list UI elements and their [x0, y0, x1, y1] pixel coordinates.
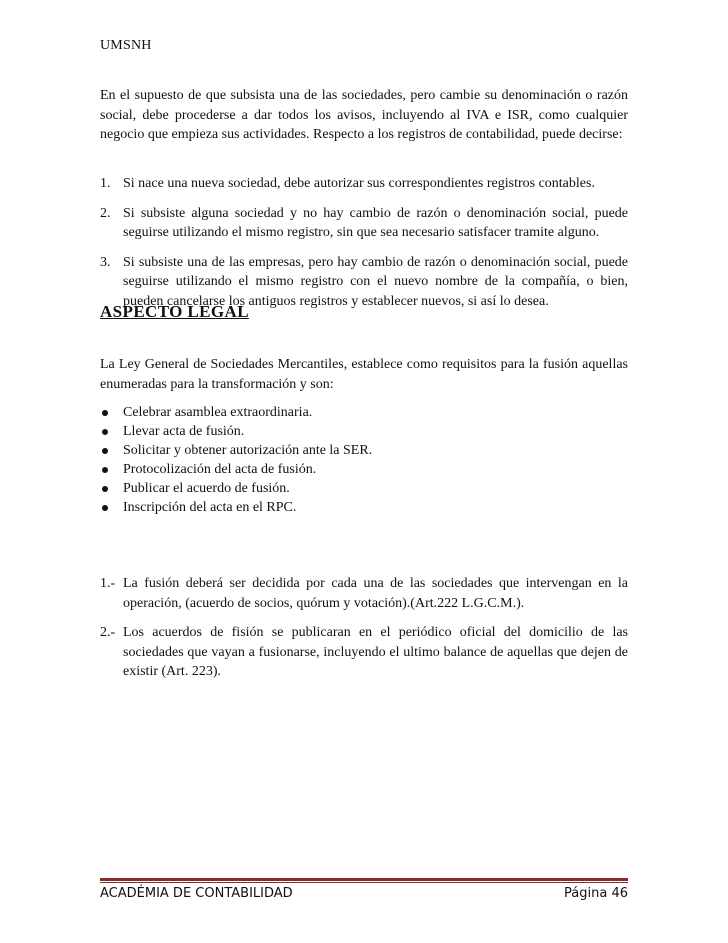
list-item [100, 623, 628, 682]
footer-divider-thin [100, 882, 628, 883]
list-item [100, 441, 628, 460]
section-heading: ASPECTO LEGAL [100, 302, 249, 321]
list-item [100, 460, 628, 479]
bullet-icon [102, 429, 108, 435]
list-item-text: Si subsiste alguna sociedad y no hay cambio de razón o denominación social, puede seguirse utilizando el mismo registro, sin que sea necesario satisfacer tramite alguno. [123, 205, 628, 240]
list-item [100, 422, 628, 441]
list-item-text: Si nace una nueva sociedad, debe autorizar sus correspondientes registros contables. [123, 176, 595, 191]
list-item-text: Celebrar asamblea extraordinaria. [123, 405, 313, 420]
list-item-text: Protocolización del acta de fusión. [123, 462, 317, 477]
list-marker: 3. [100, 254, 111, 270]
bullet-icon [102, 410, 108, 416]
page-number: Página 46 [564, 886, 628, 901]
footer-divider [100, 878, 628, 881]
legal-intro-paragraph: La Ley General de Sociedades Mercantiles, establece como requisitos para la fusión aquellas enumeradas para la transformación y son: [100, 357, 628, 392]
requirements-list [100, 403, 628, 517]
bullet-icon [102, 467, 108, 473]
list-item [100, 498, 628, 517]
page-footer [100, 886, 628, 901]
list-item-text: La fusión deberá ser decidida por cada una de las sociedades que intervengan en la operación, (acuerdo de socios, quórum y votación).(Art.222 L.G.C.M.). [123, 576, 628, 611]
list-item [100, 479, 628, 498]
document-page [100, 0, 628, 943]
bullet-icon [102, 505, 108, 511]
page-header: UMSNH [100, 38, 152, 53]
list-marker: 2. [100, 205, 111, 221]
list-item [100, 204, 628, 243]
list-item-text: Si subsiste una de las empresas, pero hay cambio de razón o denominación social, puede seguirse utilizando el mismo registro con el nuevo nombre de la compañía, o bien, pueden cancelarse los antiguos registros y establecer nuevos, si así lo desea. [123, 254, 628, 309]
list-item-text: Publicar el acuerdo de fusión. [123, 481, 290, 496]
bullet-icon [102, 486, 108, 492]
list-item [100, 174, 628, 194]
list-item-text: Inscripción del acta en el RPC. [123, 500, 297, 515]
articles-list [100, 574, 628, 682]
list-marker: 1.- [100, 576, 116, 591]
list-item [100, 403, 628, 422]
list-item-text: Los acuerdos de fisión se publicaran en el periódico oficial del domicilio de las sociedades que vayan a fusionarse, incluyendo el ultimo balance de aquellas que dejen de existir (Art. 223). [123, 625, 628, 679]
list-item-text: Solicitar y obtener autorización ante la SER. [123, 443, 373, 458]
list-marker: 2.- [100, 625, 116, 640]
list-item [100, 574, 628, 613]
intro-paragraph: En el supuesto de que subsista una de las sociedades, pero cambie su denominación o razón social, debe procederse a dar todos los avisos, incluyendo al IVA e ISR, como cualquier negocio que empieza sus actividades. Respecto a los registros de contabilidad, puede decirse: [100, 88, 628, 142]
list-marker: 1. [100, 176, 111, 191]
list-item-text: Llevar acta de fusión. [123, 424, 245, 439]
bullet-icon [102, 448, 108, 454]
numbered-list [100, 174, 628, 311]
footer-department: ACADÉMIA DE CONTABILIDAD [100, 886, 293, 901]
